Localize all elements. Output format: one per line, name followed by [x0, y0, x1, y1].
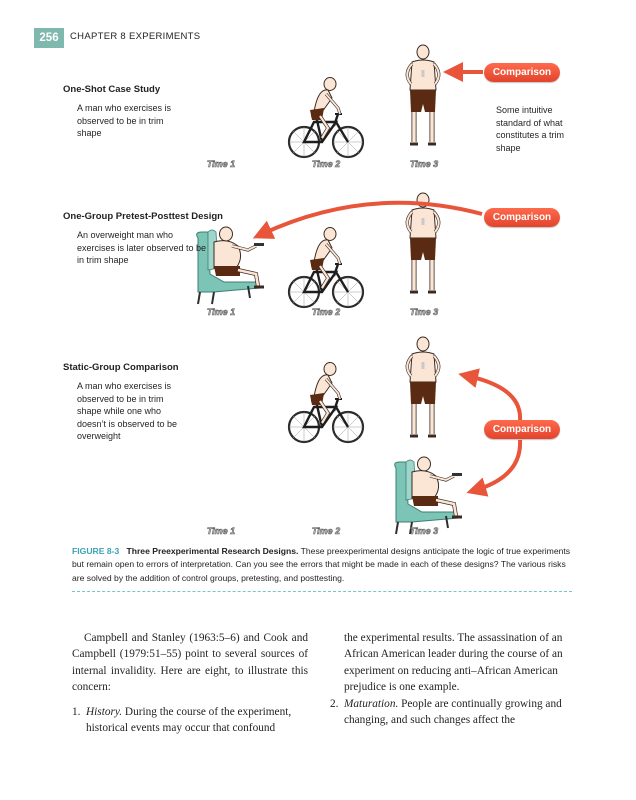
figure-title: Three Preexperimental Research Designs.	[126, 546, 299, 556]
panel3-standing-man	[407, 337, 439, 436]
history-continuation: the experimental results. The assassination of an African American leader during the course of an experiment on reducing anti–African American prejudice is one example.	[344, 632, 563, 694]
panel3-time3: Time 3	[409, 526, 439, 536]
body-column-left	[72, 630, 308, 736]
panel3-title: Static-Group Comparison	[63, 362, 179, 373]
panel1-time3: Time 3	[409, 159, 439, 169]
panel2-curved-arrow	[262, 203, 482, 234]
panel2-title: One-Group Pretest-Posttest Design	[63, 211, 223, 222]
body-column-right	[330, 630, 566, 728]
page-number: 256	[34, 28, 64, 48]
panel2-description: An overweight man who exercises is later observed to be in trim shape	[77, 230, 207, 265]
list-item-maturation	[330, 696, 566, 729]
panel1-time2: Time 2	[311, 159, 341, 169]
panel1-time1: Time 1	[206, 159, 236, 169]
panel1-title: One-Shot Case Study	[63, 84, 161, 95]
panel2-time2: Time 2	[311, 307, 341, 317]
panel2-cyclist	[289, 228, 363, 308]
figure-text: These preexperimental designs anticipate the logic of true experiments but remain open to errors of interpretation. Can you see the errors that might be made in each of these designs? The various risks are solved by the addition of control groups, pretesting, and posttesting.	[72, 546, 571, 583]
list-number: 2.	[330, 697, 339, 710]
panel3-time2: Time 2	[311, 526, 341, 536]
panel1-comparison-badge: Comparison	[484, 63, 560, 82]
section-divider	[72, 591, 572, 592]
panel2-standing-man	[407, 193, 439, 292]
panel3-comparison-badge: Comparison	[484, 420, 560, 439]
panel3-cyclist	[289, 363, 363, 443]
term-maturation: Maturation.	[344, 697, 399, 710]
list-item-history	[72, 704, 308, 737]
panel2-comparison-badge: Comparison	[484, 208, 560, 227]
panel2-time1: Time 1	[206, 307, 236, 317]
chapter-title: CHAPTER 8 EXPERIMENTS	[70, 31, 201, 42]
panel3-seated-man	[395, 457, 462, 534]
panel1-standing-man	[407, 45, 439, 144]
panel3-time1: Time 1	[206, 526, 236, 536]
list-number: 1.	[72, 705, 81, 718]
figure-label: FIGURE 8-3	[72, 546, 120, 556]
panel1-standard-note: Some intuitive standard of what constitutes a trim shape	[496, 105, 565, 153]
panel3-description: A man who exercises is observed to be in trim shape while one who doesn’t is observed to be overweight	[77, 381, 178, 441]
panel1-cyclist	[289, 78, 363, 158]
maturation-text: People are continually growing and changing, and such changes affect the	[344, 697, 562, 727]
term-history: History.	[86, 705, 123, 718]
panel1-description: A man who exercises is observed to be in trim shape	[77, 103, 172, 138]
figure-caption	[72, 545, 572, 585]
intro-paragraph: Campbell and Stanley (1963:5–6) and Cook and Campbell (1979:51–55) point to several sources of internal invalidity. Here are eight, to illustrate this concern:	[72, 632, 308, 694]
panel2-time3: Time 3	[409, 307, 439, 317]
history-text: During the course of the experiment, historical events may occur that confound	[86, 705, 292, 735]
